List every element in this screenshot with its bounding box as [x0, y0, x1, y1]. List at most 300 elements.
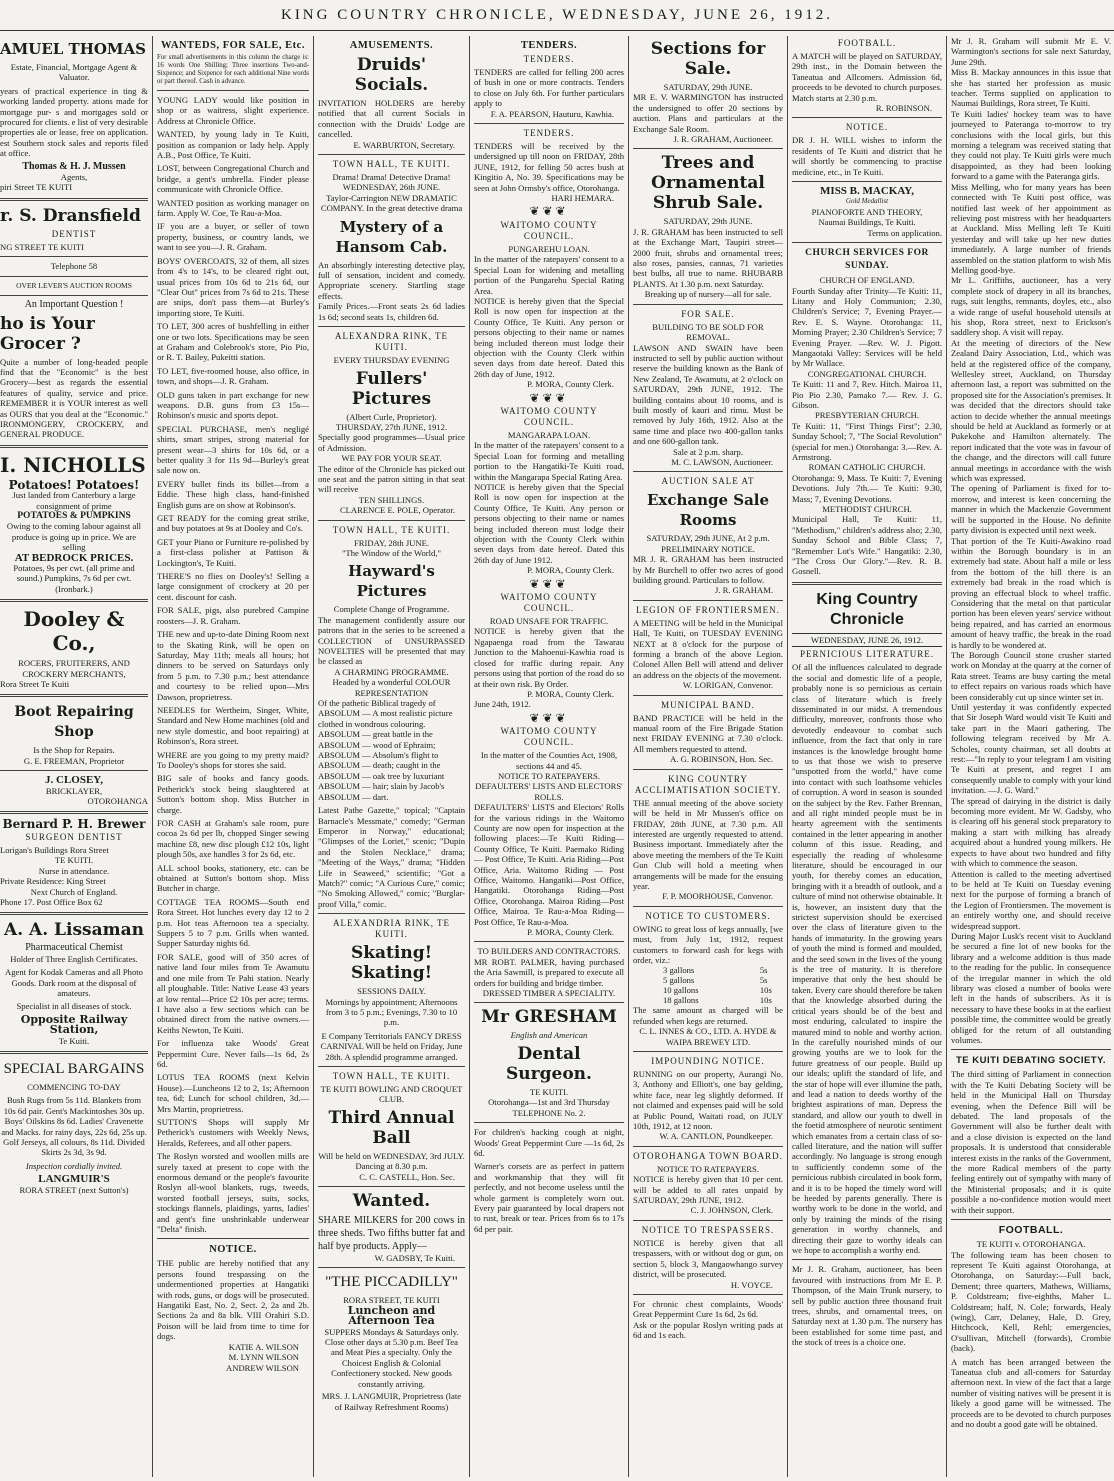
- ad-dr-addr: NG STREET TE KUITI: [0, 241, 84, 252]
- ad-nurse: Nurse in attendance.: [38, 865, 110, 876]
- fullers-title: Fullers' Pictures: [351, 368, 432, 409]
- skating-title: Skating! Skating!: [350, 943, 433, 984]
- foot-body2: A match has been arranged between the Taneatua club and all-comers for Saturday afternoon next. In view of the fact that a large number of visiting natives will be present it is likely a good game will be witnessed. The proceeds are to be devoted to church purposes and no doubt a good gate will be obtained.: [951, 1356, 1111, 1429]
- ad-thomas-body: years of practical experience in ting & working landed property. ations made for mortgage pur- s and mortgages sold or procured for clients. e list of very desirable properties ale or lease, free on application. est Southern stock sales and reports filed at office.: [0, 85, 148, 159]
- accl: KING COUNTRY ACCLIMATISATION SOCIETY.: [634, 773, 782, 795]
- news-p13: During Major Lusk's recent visit to Auckland he secured a fine lot of new books for the library and a welcome addition is thus made to the reading for the public. In consequence of the irregular manner in which the old library was closed a number of books were left in the hands of subscribers. As it is necessary to have these books in at the earliest possible time, the committee would be greatly obliged for the return of all outstanding volumes.: [951, 930, 1111, 1045]
- haywards-prog: A CHARMING PROGRAMME.: [334, 666, 449, 677]
- t1-sig: F. A. PEARSON, Hauturu, Kawhia.: [490, 108, 614, 119]
- debating-heading: TE KUITI DEBATING SOCIETY.: [955, 1055, 1107, 1067]
- keg-row: [633, 995, 783, 1005]
- masthead-title: KING COUNTRY CHRONICLE, WEDNESDAY, JUNE 26, 1912.: [280, 7, 833, 23]
- band: MUNICIPAL BAND.: [661, 699, 755, 710]
- lawson: LAWSON AND SWAIN have been instructed to sell by public auction without reserve the building known as the Bank of New Zealand, Te Awamutu, at 2 o'clock on SATURDAY, 29th JUNE, 1912. The building contains about 10 rooms, and is built mostly of kauri and rimu. Must be removed by July 16th, 1912. Also at the same time and place two 400-gallon tanks and one 600-gallon tank.: [633, 342, 783, 447]
- mora-sig: P. MORA, County Clerk.: [527, 565, 614, 576]
- ad-dransfield: r. S. Dransfield: [0, 205, 141, 226]
- rc-body: Otorohanga: 9, Mass. Te Kuiti: 7, Evening Devotions. July 7th.— Te Kuiti: 9.30, Mass; 7, Evening Devotions.: [792, 472, 942, 504]
- ad-langmuir-addr: RORA STREET (next Sutton's): [19, 1184, 129, 1195]
- classified-ad: OLD guns taken in part exchange for new weapons. D.B. guns from £3 15s—Robinson's music and sports depot.: [157, 389, 309, 421]
- territorials: E Company Territorials FANCY DRESS CARNIVAL Will be held on Friday, June 28th. A splendid programme arranged.: [320, 1030, 463, 1062]
- fullers-prize: TEN SHILLINGS.: [358, 494, 425, 505]
- foot-body: The following team has been chosen to represent Te Kuiti against Otorohanga, at Otorohanga, on Saturday:—Full back, Dement; three quarters, Mathews, Williams, P. Coldstream; five-eighths, Maher L. Coldstream; half, N. Cole; forwards, Healy (wing), Carr, Delaney, Hale, D. Grey, Hitchcock, Kell, Rehl; emergencies, O'sullivan, Mitchell (forwards), Crombie (back).: [951, 1249, 1111, 1354]
- news-p7: The opening of Parliament is fixed for to-morrow, and interest is keen concerning the manner in which the Mackenzie Government will be supported in the House. No definite party division is expected until next week.: [951, 483, 1111, 536]
- classified-ad: BOYS' OVERCOATS, 32 of them, all sizes from 4's to 14's, to be cleared right out, usual prices from 10s 6d to 21s 6d, our "Clear Out" prices from 7s 6d to 21s. These are snips, don't pass them—at Burley's importing store, Te Kuiti.: [157, 255, 309, 318]
- luncheon: Luncheon and Afternoon Tea: [347, 1303, 436, 1328]
- keg-cell: 3 gallons: [663, 965, 695, 976]
- wcc3: WAITOMO COUNTY COUNCIL.: [500, 592, 598, 614]
- football: FOOTBALL.: [837, 38, 897, 48]
- news-p11: The spread of dairying in the district is daily becoming more evident. Mr W. Gadsby, who is clearing off his general stock preparatory to making a start with milking has already acquired about a hundred young milkers. He expects to have about two hundred and fifty with which to commence the season.: [951, 795, 1111, 869]
- bowling: TE KUITI BOWLING AND CROQUET CLUB.: [320, 1084, 463, 1105]
- mora-sig: P. MORA, County Clerk.: [527, 927, 614, 938]
- ad-chemist: Pharmaceutical Chemist: [25, 942, 123, 954]
- ad-bricklayer: BRICKLAYER,: [45, 785, 103, 796]
- keg-row: [633, 985, 783, 995]
- pung-body: In the matter of the ratepayers' consent to a Special Loan for widening and metalling portion of the Pungarehu Special Rating Area.: [474, 254, 624, 296]
- tenders3: TENDERS.: [523, 128, 575, 139]
- druids-sig: E. WARBURTON, Secretary.: [353, 139, 455, 150]
- ad-nicholls: I. NICHOLLS: [0, 452, 146, 477]
- crest-icon: ❦❦❦: [529, 576, 569, 591]
- keg-row: [633, 965, 783, 975]
- mangarapa: MANGARAPA LOAN.: [507, 429, 591, 440]
- news-p12: Attention is called to the meeting advertised to be held at Te Kuiti on Tuesday evening next for the purpose of forming a branch of the Legion of Frontiersmen. The movement is an entirely worthy one, and should receive widespread support.: [951, 868, 1111, 931]
- wcc4: WAITOMO COUNTY COUNCIL.: [500, 726, 598, 748]
- ad-brewer-town: TE KUITI.: [54, 855, 94, 866]
- graham-sig: J. R. GRAHAM, Auctioneer.: [673, 134, 773, 145]
- column-heading: WANTEDS, FOR SALE, Etc.: [161, 40, 305, 51]
- keg-cell: 10s: [759, 985, 772, 996]
- church-heading: CHURCH SERVICES FOR SUNDAY.: [805, 248, 929, 272]
- notice: NOTICE.: [845, 122, 889, 133]
- trespass: NOTICE TO TRESPASSERS.: [641, 1224, 775, 1235]
- wanted-title: Wanted.: [352, 1191, 431, 1212]
- column-6: [792, 36, 942, 1481]
- gresham-tel: TELEPHONE No. 2.: [512, 1107, 586, 1118]
- th2-date: FRIDAY, 28th JUNE.: [354, 537, 429, 548]
- pungarehu: PUNGAREHU LOAN.: [508, 243, 590, 254]
- chest-ad: For chronic chest complaints, Woods' Great Peppermint Cure 1s 6d, 2s 6d.: [633, 1298, 783, 1320]
- classified-ad: LOST, between Congregational Church and bridge, a gent's umbrella. Finder please communicate with Chronicle Office.: [157, 163, 309, 195]
- ad-thomas-name: AMUEL THOMAS: [0, 40, 147, 58]
- wanted-sig: W. GADSBY, Te Kuiti.: [374, 1253, 455, 1264]
- road: ROAD UNSAFE FOR TRAFFIC.: [489, 616, 609, 627]
- classified-ad: BIG sale of books and fancy goods. Petherick's stock being slaughtered at Sutton's bottom shop. Miss Butcher in charge.: [157, 773, 309, 815]
- absolum-list: [318, 698, 465, 802]
- ad-dentist: DENTIST: [51, 228, 97, 239]
- ad-tekuiti: Te Kuiti.: [58, 1035, 90, 1046]
- mora-sig: P. MORA, County Clerk.: [527, 379, 614, 390]
- th3: TOWN HALL, TE KUITI.: [332, 1071, 451, 1081]
- classified-ad: WHERE are you going to my pretty maid? To Dooley's shops for stores she said.: [157, 749, 309, 770]
- column-2: [157, 36, 309, 1481]
- notice-sig: KATIE A. WILSON: [228, 1341, 299, 1352]
- haywards-sub: Complete Change of Programme.: [333, 604, 450, 615]
- crest-icon: ❦❦❦: [529, 204, 569, 219]
- deb-body: The third sitting of Parliament in connection with the Te Kuiti Debating Society will be held in the Municipal Hall on Thursday evening, when the Defence Bill will be debated. The land proposals of the Government will also be further dealt with and a close division is expected on the land proposals. It is understood that considerable interest exists in the ranks of the Government, the more Radical members of the party feeling entirely out of sympathy with many of the Ministerial proposals; and it is quite possible a no-confidence motion would meet with their support.: [951, 1069, 1111, 1215]
- legion-body: A MEETING will be held in the Municipal Hall, Te Kuiti, on TUESDAY EVENING NEXT at 8 o'clock for the purpose of forming a branch of the above Legion. Colonel Allen Bell will attend and deliver an address on the objects of the movement.: [633, 617, 783, 680]
- classified-ad: TO LET, five-roomed house, also office, in town, and shops—J. R. Graham.: [157, 365, 309, 387]
- latest-gazette: Latest Pathe Gazette," topical; "Captain Barnacle's Messmate," comedy; "German Emperor in Norway," educational; "Glimpses of the Loriet," scenic; "Dupin and the Stolen Necklace," drama; "Meeting of the Ways," drama; "Hidden Life in Seaweed," scientific; "Got a Match?" comic; "A Curious Cure," comic; "No Smoking Allowed," comic; "Burglar-proof Villa," comic.: [318, 805, 465, 909]
- news-p2: Miss B. Mackay announces in this issue that she has started her profession as music teacher. Terms supplied on application to Naumai Buildings, Rora street, Te Kuiti.: [951, 67, 1111, 109]
- meth: METHODIST CHURCH.: [822, 504, 912, 515]
- absolum-line: ABSOLUM — great battle in the: [318, 729, 433, 740]
- ad-mussen-agents: Agents,: [60, 172, 88, 183]
- ad-thomas-sub: Estate, Financial, Mortgage Agent & Valuator.: [10, 62, 138, 83]
- keg-cell: 10 gallons: [663, 985, 699, 996]
- town-hall: TOWN HALL, TE KUITI.: [332, 159, 451, 170]
- mang-notice: NOTICE is hereby given that the Special Roll is now open for inspection at the County Office, Te Kuiti. Any person or persons objecting to their name or names being included thereon must lodge their objection with the County Clerk within seven days from date hereof. Dated this 26th day of June 1912.: [474, 482, 624, 565]
- trees-title: Trees and Ornamental Shrub Sale.: [651, 153, 765, 214]
- builders: TO BUILDERS AND CONTRACTORS.: [477, 946, 621, 957]
- classified-ad: WANTED position as working manager on farm. Apply W. Coe, Te Rau-a-Moa.: [157, 197, 309, 219]
- classified-ad: The Roslyn worsted and woollen mills are surely taxed at present to cope with the enormous demand or the people's favourite Roslyn all-wool blankets, rugs, tweeds, worsted football jerseys, suits, socks, stockings flannels, plaidings, yarns, ladies' and gent's fine unshrinkable underwear "Delta" finish.: [157, 1151, 309, 1235]
- keg-cell: 5s: [759, 975, 768, 986]
- ad-pot-body2: Owing to the coming labour against all produce is going up in price. We are selling: [6, 521, 142, 553]
- terms: Terms on application.: [867, 227, 942, 238]
- classified-ad: TO LET, 300 acres of bushfelling in either one or two lots. Specifications may be seen at Graham and Colebrook's store, Pio Pio, or R. T. Bailey, Pukeitti station.: [157, 321, 309, 363]
- classified-ad: FOR SALE, pigs, also purebred Campine roosters—J. R. Graham.: [157, 605, 309, 626]
- news-p4: Miss Melling, who for many years has been connected with Te Kuiti post office, was notified last week of her appointment as relieving post mistress with her headquarters at Auckland. Miss Melling left Te Kuiti yesterday and will take up her new duties immediately. A large number of friends assembled on the station platform to wish Mis Melling good-bye.: [951, 181, 1111, 275]
- gresham-oto: Otorohanga—1st and 3rd Thursday: [488, 1097, 610, 1108]
- column-rule: [946, 36, 947, 1477]
- ad-pot-pump: POTATOES & PUMPKINS: [17, 510, 131, 521]
- ad-opposite: Opposite Railway Station,: [20, 1012, 128, 1037]
- column-7: [951, 36, 1111, 1481]
- prelim-body: MR J. R. GRAHAM has been instructed by Mr Burchell to offer two acres of good building ground. Particulars to follow.: [633, 554, 783, 585]
- ad-langmuir: LANGMUIR'S: [38, 1173, 110, 1186]
- haywards-head: Headed by a wonderful COLOUR REPRESENTATION: [332, 677, 451, 698]
- rink: ALEXANDRA RINK, TE KUITI.: [334, 331, 449, 353]
- ad-grocer: ho is Your Grocer ?: [0, 313, 95, 354]
- piccadilly-langmuir: MRS. J. LANGMUIR, Proprietress (late of Railway Refreshment Rooms): [321, 1391, 462, 1412]
- palmer: MR ROBT. PALMER, having purchased the Aria Sawmill, is prepared to execute all orders for building and bridge timber.: [474, 956, 624, 988]
- gresham-sub: English and American: [510, 1030, 588, 1041]
- football-heading: FOOTBALL.: [998, 1224, 1064, 1237]
- kegs-table: [633, 965, 783, 1005]
- keg-cell: 10s: [759, 995, 772, 1006]
- notice-sig: M. LYNN WILSON: [228, 1352, 299, 1363]
- exchange-title: Exchange Sale Rooms: [646, 491, 770, 530]
- t1: TENDERS are called for felling 200 acres of bush in one or more contracts. Tenders to close on July 6th. For further particulars apply to: [474, 67, 624, 109]
- column-rule: [313, 36, 314, 1477]
- ad-inspection: Inspection cordially invited.: [25, 1160, 123, 1171]
- notice-sig: ANDREW WILSON: [226, 1362, 299, 1373]
- classified-ad: THE new and up-to-date Dining Room next to the Skating Rink, will be open on Saturday, May 11th; meals all hours; hot dinners to be served on Saturdays only from 5 p.m. to 7.30 p.m.; best attendance and courtesy to be relied upon—Mrs Dawson, proprietress.: [157, 629, 309, 702]
- ad-auction-rooms: OVER LEVER'S AUCTION ROOMS: [16, 280, 132, 290]
- band-sig: A. G. ROBINSON, Hon. Sec.: [670, 754, 773, 765]
- forsale: FOR SALE.: [681, 308, 735, 319]
- meth-body: Municipal Hall, Te Kuiti: 11, "Methodism," children's address also; 2.30, Sunday School and Bible Class; 7, "Remember Lot's Wife." Hangatiki: 2.30, "The Cross Our Glory."—Rev. R. B. Gosnell.: [792, 514, 942, 577]
- mackay-addr: Naumai Buildings, Te Kuiti.: [818, 217, 916, 228]
- crest-icon: ❦❦❦: [529, 390, 569, 405]
- wcc: WAITOMO COUNTY COUNCIL.: [500, 219, 598, 241]
- kcc-date: WEDNESDAY, JUNE 26, 1912.: [792, 633, 942, 647]
- ball-title: Third Annual Ball: [328, 1107, 455, 1148]
- column-5: [633, 36, 783, 1481]
- classified-ad: SPECIAL PURCHASE, men's negligé shirts, smart stripes, strong material for present wear—3 shirts for 10s 6d, or a better quality 3 for 11s 9d—Burley's great sale now on.: [157, 423, 309, 476]
- absolum-line: ABSOLUM — oak tree by luxuriant: [318, 770, 445, 781]
- foot-sub: TE KUITI v. OTOROHANGA.: [976, 1239, 1086, 1250]
- mora-sig: P. MORA, County Clerk.: [527, 688, 614, 699]
- classified-ad: YOUNG LADY would like position in shop or as waitress, slight experience. Address at Chronicle Office.: [157, 95, 309, 126]
- mang-body: In the matter of the ratepayers' consent to a Special Loan for forming and metalling portion to the Hangatiki-Te Kuiti road, within the Mangarapa Special Rating Area.: [474, 440, 624, 482]
- auction: AUCTION SALE AT: [661, 476, 755, 487]
- fullers-date: THURSDAY, 27th JUNE, 1912.: [335, 421, 448, 432]
- leader: Of all the influences calculated to degrade the social and domestic life of a people, probably none is so pernicious as certain class of literature which is freely disseminated in our midst. A tremendous difficulty, moreover, confronts those who devotedly endeavour to combat such influence, from the fact that only in rare instances is the knowledge brought home to us that those we wish to preserve "unspotted from the world," have come into contact with such loathsome vehicles of corruption. A word in season is sounded on the subject by the Rev. Father Brennan, and all right minded people must be in hearty agreement with the sentiments contained in the letter appearing in another column of this issue. Reading, and especially the reading of wholesome literature, should be encouraged in our youth, for thereby comes an education, bringing with it a breadth of outlook, and a culture of mind not otherwise obtainable. It is, however, an insistent duty that the strictest supervision should be exercised over the class of literature given to the hands of immaturity. In the growing years of youth the mind is formed and moulded, and the seed sown in the lives of the young is the tree of maturity. It is therefore imperative that only the best should be taken. Every care should therefore be taken that the knowledge absorbed during the critical years should be of the best and most enduring, calculated to inspire the matured mind to noble and worthy action. In the carefully nourished minds of our growing youths are we to look for the future greatness of our people. Build up our ideals; uplift the standard of life, and the star of hope will ever illumine the path, and lead a nation to deeds worthy of the brightest aspirations of man. Depress the standard, and allow our youth to dwell in the foetid atmosphere of neurotic sentiment which emanates from a certain class of so-called literature, and the nation will suffer accordingly. No language is strong enough to sufficiently condemn some of the pernicious rubbish circulated in book form, and it is to be hoped the timely word will be heeded by parents generally. There is worthy work to be done in the world, and only by training the minds of the rising generation in worthy channels, and directing their gaze to worthy ideals can we hope to accomplish a worthy end.: [792, 662, 942, 1256]
- sessions: SESSIONS DAILY.: [357, 986, 426, 997]
- ad-pot-body3: Potatoes, 9s per cwt. (all prime and sound.) Pumpkins, 7s 6d per cwt. (Ironbark.): [13, 563, 135, 594]
- t2-sig: HARI HEMARA.: [551, 193, 614, 204]
- fullers-sub: (Albert Curle, Proprietor).: [346, 411, 437, 422]
- th2-title: "The Window of the World,": [342, 547, 441, 558]
- accl-sig: F. P. MOORHOUSE, Convenor.: [662, 891, 773, 902]
- impounding: IMPOUNDING NOTICE.: [651, 1056, 765, 1066]
- tenders-heading: TENDERS.: [520, 40, 578, 51]
- absolum-line: ABSOLUM — death; caught in the: [318, 760, 441, 771]
- pung-notice: NOTICE is hereby given that the Special Roll is now open for inspection at the County Office, Te Kuiti. Any person or persons objecting to their name or names being included thereon must lodge their objection with the County Clerk within seven days from date hereof. Dated this 26th day of June, 1912.: [474, 295, 624, 379]
- ad-mussen: Thomas & H. J. Mussen: [22, 160, 126, 172]
- cough-ad: For children's hacking cough at night, Woods' Great Peppermint Cure —1s 6d, 2s 6d.: [474, 1127, 624, 1158]
- hansom-body: An absorbingly interesting detective play, full of sensation, incident and comedy. Appropriate scenery. Startling stage effects.: [318, 259, 465, 301]
- absolum-line: ABSOLUM — wood of Ephraim;: [318, 739, 436, 750]
- fullers-pay: WE PAY FOR YOUR SEAT.: [341, 453, 442, 464]
- ratepayers: NOTICE TO RATEPAYERS.: [498, 770, 600, 781]
- column-rule: [787, 36, 788, 1477]
- ad-kodak: Agent for Kodak Cameras and all Photo Goods. Dark room at the disposal of amateurs.: [5, 967, 143, 998]
- column-rule: [628, 36, 629, 1477]
- counties: In the matter of the Counties Act, 1908, sections 44 and 45.: [480, 750, 618, 771]
- nursery: Breaking up of nursery—all for sale.: [644, 289, 772, 300]
- wanted-body: SHARE MILKERS for 200 cows in three sheds. Two fifths butter fat and half bye products. Apply—: [318, 1215, 465, 1253]
- absolum-line: ABSOLUM — Absolum's flight to: [318, 750, 439, 761]
- ad-surgeon: SURGEON DENTIST: [25, 831, 123, 842]
- haywards-body: The management confidently assure our patrons that in the series to be screened a COLLECTION of UNSURPASSED NOVELTIES will be presented that may be classed as: [318, 614, 465, 667]
- accl-body: THE annual meeting of the above society will be held in Mr Mussen's office on FRIDAY, 28th JUNE, at 7.30 p.m. All interested are urgently requested to attend. Business important. Immediately after the above meeting the members of the Te Kuiti Gun Club will hold a meeting when arrangements will be made for the ensuing year.: [633, 797, 783, 891]
- keg-cell: 18 gallons: [663, 995, 699, 1006]
- classified-ad: THERE'S no flies on Dooley's! Selling a large consignment of crockery at 20 per cent. discount for cash.: [157, 571, 309, 602]
- will-body: DR J. H. WILL wishes to inform the residents of Te Kuiti and district that he will shortly be commencing to practise medicine, etc., in Te Kuiti.: [792, 135, 942, 177]
- column-1: [0, 36, 148, 1481]
- roslyn-ad: Ask or the popular Roslyn writing pads at 6d and 1s each.: [633, 1319, 783, 1341]
- classified-ad: SUTTON'S Shops will supply Mr Petherick's customers with Weekly News, Heralds, Referees, and all other papers.: [157, 1116, 309, 1148]
- ad-phone: Phone 17. Post Office Box 62: [0, 896, 103, 907]
- ad-mussen-addr: piri Street TE KUITI: [0, 182, 73, 193]
- haywards-title: Hayward's Pictures: [348, 562, 435, 601]
- ad-pot-prices: AT BEDROCK PRICES.: [14, 551, 134, 564]
- rate-body: NOTICE is hereby given that 10 per cent. will be added to all rates unpaid by SATURDAY, 29th JUNE, 1912.: [633, 1174, 783, 1206]
- classified-ad: EVERY bullet finds its billet—from a Eddie. These high class, hand-finished English guns are on show at Robinson's.: [157, 478, 309, 510]
- ad-otorohanga: OTOROHANGA: [87, 796, 148, 807]
- ad-bargain-list: Bush Rugs from 5s 11d. Blankets from 10s 6d pair. Gent's Mackintoshes 30s up. Boys' Oilskins 8s 6d. Ladies' Cravenette and Macks. for rainy days, 22s 6d, 25s up. Golf Jerseys, all colours, 8s 11d. Divided Skirts 2s 3d, 3s 9d.: [1, 1095, 147, 1158]
- ad-commencing: COMMENCING TO-DAY: [27, 1081, 121, 1092]
- mackay: MISS B. MACKAY,: [820, 185, 914, 198]
- trees-date: SATURDAY, 29th JUNE.: [663, 216, 753, 227]
- keg-row: [633, 975, 783, 985]
- lawson-sale: Sale at 2 p.m. sharp.: [673, 446, 743, 457]
- ball-body: Will be held on WEDNESDAY, 3rd JULY.: [318, 1150, 465, 1161]
- ad-boot-sub: Is the Shop for Repairs.: [33, 745, 115, 756]
- def-body: DEFAULTERS' LISTS and Electors' Rolls for the various ridings in the Waitomo County are now open for inspection at the following places:—Te Kuiti Riding—County Office, Te Kuiti. Paemako Riding — Post Office, Te Kuiti. Aria Riding—Post Office, Aria. Waitomo Riding — Post Office, Waitomo. Hangatiki—Post Office, Hangatiki. Otorohanga Riding—Post Office, Otorohanga. Mairoa Riding—Post Office, Mairoa. Te Rau-a-Moa Riding—Post Office, Te Rau-a-Moa.: [474, 802, 624, 927]
- classified-ad: FOR SALE, good will of 350 acres of native land four miles from Te Awamutu and one mile from Te Pahi station. Nearly all ploughable. Title: Native Lease 43 years at low rental—Price £2 10s per acre; terms. I have also a few sections which can be obtained direct from the native owners.—Keiths Newton, Te Kuiti.: [157, 951, 309, 1035]
- crest-icon: ❦❦❦: [529, 710, 569, 725]
- classified-ad: ALL school books, stationery, etc. can be obtained at Sutton's bottom shop. Miss Butcher in charge.: [157, 862, 309, 894]
- fullers-body: Specially good programmes—Usual price of Admission.: [318, 432, 465, 453]
- news-p3: Te Kuiti ladies' hockey team was to have journeyed to Pateranga to-morrow to try conclusions with the local girls, but this morning a telegram was received stating that they could not play. Te Kuiti girls were much disappointed, as they had been looking forward to a game with the Pateranga girls.: [951, 108, 1111, 182]
- column-rule: [469, 36, 470, 1477]
- imp-body: RUNNING on our property, Aurangi No. 3, Anthony and Elliott's, one bay gelding, white face, near leg slightly deformed. If not claimed and expenses paid will be sold at Public Pound, Waitati road, on JULY 10th, 1912, at 12 noon.: [633, 1069, 783, 1132]
- piccadilly-title: "THE PICCADILLY": [325, 1274, 458, 1291]
- pianoforte: PIANOFORTE AND THEORY,: [811, 206, 923, 217]
- foot-sig: R. ROBINSON.: [875, 103, 932, 114]
- road-date: June 24th, 1912.: [474, 699, 531, 710]
- absolum-line: ABSOLUM — A most realistic picture clothed in wondrous colouring.: [318, 708, 453, 729]
- sessions-body: Mornings by appointment; Afternoons from 3 to 5 p.m.; Evenings, 7.30 to 10 p.m.: [325, 996, 458, 1028]
- ad-telephone: Telephone 58: [50, 261, 98, 272]
- pernicious: PERNICIOUS LITERATURE.: [800, 649, 934, 660]
- th2: TOWN HALL, TE KUITI.: [332, 524, 451, 535]
- news-p5: Mr L. Griffiths, auctioneer, has a very complete stock of drapery in all its branches, rugs, suit lengths, remnants, doyles, etc., also a wide range of useful household utensils at his shop, Rora street, next to Erickson's saddlery shop. A visit will repay.: [951, 275, 1111, 338]
- classified-ad: GET READY for the coming great strike, and buy potatoes at 9s at Dooley and Co's.: [157, 513, 309, 534]
- dental: Dental Surgeon.: [506, 1043, 592, 1084]
- hansom-prices: Family Prices.—Front seats 2s 6d ladies 1s 6d; second seats 1s, children 6d.: [318, 301, 465, 322]
- corsets-ad: Warner's corsets are as perfect in pattern and workmanship that they will fit perfectly, and not become useless until the whole garment is completely worn out. Every pair guaranteed by local drapers not to rust, break or tear. Prices from 6s to 17s 6d per pair.: [474, 1161, 624, 1234]
- news-p9: The Borough Council stone crusher started work on Monday at the quarry at the corner of Rata street. Teams are busy carting the metal to effect repairs on various roads which have been considerably cut up since winter set in.: [951, 649, 1111, 702]
- rc: ROMAN CATHOLIC CHURCH.: [808, 462, 926, 473]
- druids-body: INVITATION HOLDERS are hereby notified that all current Socials in connection with the Druids' Lodge are cancelled.: [318, 98, 465, 140]
- ad-certs: Holder of Three English Certificates.: [10, 953, 138, 964]
- foot-body: A MATCH will be played on SATURDAY, 29th inst., in the Domain between the Taneatua and Allcomers. Admission 6d, proceeds to be devoted to church purposes. Match starts at 2.30 p.m.: [792, 51, 942, 103]
- ad-grocer-body: Quite a number of long-headed people find that the "Economic" is the best Grocery—best as regards the essential features of quality, service and price. REMEMBER it is YOUR interest as well as OURS that you deal at the "Economic." IRONMONGERY, CROCKERY, and GENERAL PRODUCE.: [0, 356, 148, 440]
- pres: PRESBYTERIAN CHURCH.: [814, 410, 920, 421]
- rink-eve: EVERY THURSDAY EVENING: [333, 355, 450, 366]
- ad-question: An Important Question !: [24, 299, 124, 311]
- exch-date: SATURDAY, 29th JUNE, At 2 p.m.: [646, 533, 770, 544]
- news-p6: At the meeting of directors of the New Zealand Dairy Association, Ltd., which was held at the registered office of the company, Wellesley street, Auckland, on Thursday afternoon last, a report was submitted on the proposed site for the Association's premises. It was decided that the directors should take action to decide whether the annual meetings should be held at Auckland as formerly or at Pukekohe and Hamilton alternately. The report indicated that the vote was in favour of the change, and the directors will call future annual meetings in accordance with the wish which was expressed.: [951, 337, 1111, 484]
- keg-cell: 5s: [759, 965, 768, 976]
- prelim-sig: J. R. GRAHAM.: [714, 585, 773, 596]
- classified-ad: For influenza take Woods' Great Peppermint Cure. Never fails—1s 6d, 2s 6d.: [157, 1038, 309, 1069]
- absolum-line: ABSOLUM — dart.: [318, 791, 389, 802]
- classified-ad: LOTUS TEA ROOMS (next Kelvin House).—Luncheons 12 to 2, 1s; Afternoon tea, 6d; Lunch for school children, 3d.—Mrs Martin, proprietress.: [157, 1072, 309, 1114]
- legion: LEGION OF FRONTIERSMEN.: [636, 604, 780, 615]
- ad-lissaman: A. A. Lissaman: [4, 920, 144, 941]
- ad-brewer: Bernard P. H. Brewer: [2, 817, 146, 832]
- tres-sig: H. VOYCE.: [730, 1279, 773, 1290]
- ball-time: Dancing at 8.30 p.m.: [355, 1161, 428, 1172]
- fullers-body2: The editor of the Chronicle has picked out one seat and the patron sitting in that seat will receive: [318, 463, 465, 495]
- absolum-line: ABSOLUM — hair; slain by Jacob's: [318, 781, 445, 792]
- imp-sig: W. A. CANTLON, Poundkeeper.: [659, 1131, 773, 1142]
- road-body: NOTICE is hereby given that the Ngapaenga road from the Tawarau Junction to the Mahoenui-Kawhia road is closed for traffic during repair. Any persons using that portion of the road do so at their own risk. By Order.: [474, 626, 624, 689]
- fullers-sig: CLARENCE E. POLE, Operator.: [339, 505, 455, 516]
- trees-body: J. R. GRAHAM has been instructed to sell at the Exchange Mart, Taupiri street— 2000 fruit, shrubs and ornamental trees; also roses, pansies, cannas, 71 varieties best bulbs, all true to name. RHUBARB PLANTS. At 1.30 p.m. next Saturday.: [633, 226, 783, 289]
- classified-ad: GET your Piano or Furniture re-polished by a first-class polisher at Pattison & Lockington's, Te Kuiti.: [157, 536, 309, 568]
- druids-title: Druids' Socials.: [354, 55, 429, 95]
- brewery: C. L. INNES & CO., LTD. A. HYDE & WAIPA BREWEY LTD.: [639, 1026, 777, 1047]
- keg-cell: 5 gallons: [663, 975, 695, 986]
- ad-freeman: G. E. FREEMAN, Proprietor: [23, 755, 125, 766]
- sections-title: Sections for Sale.: [650, 39, 766, 79]
- ad-closey: J. CLOSEY,: [45, 774, 103, 787]
- masthead: [0, 0, 1114, 31]
- classified-ads: [157, 95, 309, 1234]
- ad-dooley-sub: ROCERS, FRUITERERS, AND CROCKERY MERCHANTS,: [18, 658, 130, 679]
- ad-dooley-addr: Rora Street Te Kuiti: [0, 679, 70, 690]
- legion-sig: W. LORIGAN, Convenor.: [682, 680, 773, 691]
- rate-sig: C. J. JOHNSON, Clerk.: [690, 1205, 773, 1216]
- ad-residence: Private Residence: King Street: [0, 876, 106, 887]
- notice-heading: NOTICE.: [209, 1244, 257, 1256]
- ad-dooley: Dooley & Co.,: [23, 607, 125, 656]
- sections-date: SATURDAY, 29th JUNE.: [663, 82, 753, 92]
- cong-body: Te Kuiti: 11 and 7, Rev. Hitch. Mairoa 11, Pio Pio 2.30, Pamako 7.— Rev. J. G. Gibson.: [792, 379, 942, 410]
- classified-ad: NEEDLES for Wertheim, Singer, White, Standard and New Home machines (old and new style domestic, and boot repairing) at Robinson's, Rora street.: [157, 704, 309, 747]
- column-4: [474, 36, 624, 1481]
- news-p1: Mr J. R. Graham will submit Mr E. V. Warmington's sections for sale next Saturday, June 29th.: [951, 36, 1111, 67]
- drama-date: WEDNESDAY, 26th JUNE.: [342, 182, 441, 193]
- ad-brewer-addr: Lorigan's Buildings Rora Street: [0, 844, 109, 855]
- ad-church: Next Church of England.: [30, 886, 118, 897]
- building: BUILDING TO BE SOLD FOR REMOVAL.: [652, 321, 764, 343]
- news-p10: Until yesterday it was confidently expected that Sir Joseph Ward would visit Te Kuiti and take part in the Maori gathering. The following telegram received by Mr A. Scholes, county chairman, set all doubts at rest:—"In reply to your telegram I am visiting Te Kuiti at present, and regret I am consequently unable to comply with your kind invitation. —J. G. Ward.": [951, 702, 1111, 796]
- ad-specialist: Specialist in all diseases of stock.: [16, 1001, 132, 1012]
- suppers: SUPPERS Mondays & Saturdays only. Close other days at 5.30 p.m. Beef Tea and Meat Pies a specialty. Only the Choicest English & Colonial Confectionery stocked. New goods constantly arriving.: [324, 1326, 459, 1389]
- t2: TENDERS will be received by the undersigned up till noon on FRIDAY, 28th JUNE, 1912, for felling 50 acres bush at Kingitio A, No. 39. Specifications may be seen at John Ormsby's office, Otorohanga.: [474, 141, 624, 193]
- graham-note: Mr J. R. Graham, auctioneer, has been favoured with instructions from Mr E. P. Thompson, of the Main Trunk nursery, to sell by public auction three thousand fruit trees, shrubs, and ornamental trees, on Saturday next at 1.30 p.m. The nursery has been established for some time past, and the stock of trees is a choice one.: [792, 1264, 942, 1348]
- wcc2: WAITOMO COUNTY COUNCIL.: [500, 405, 598, 427]
- notice-body: THE public are hereby notified that any persons found trespassing on the undermentioned properties at Hangatiki with rods, guns, or dogs will be prosecuted. Hangatiki East, No. 2, Sect. 2, 2a and 2b. Sections 2a and 8a blk. VIII Orahiri S.D. Poison will be laid from time to time for dogs.: [157, 1258, 309, 1342]
- pres-body: Te Kuiti: 11, "First Things First"; 2.30, Sunday School; 7, "The Social Revolution" (special for men.) Otorohanga: 3.—Rev. A. Armstrong.: [792, 420, 942, 462]
- drama: Drama! Drama! Detective Drama!: [332, 172, 451, 183]
- dressed: DRESSED TIMBER A SPECIALITY.: [482, 988, 616, 999]
- gresham-town: TE KUITI.: [529, 1086, 569, 1097]
- medallist: Gold Medallist: [845, 197, 889, 206]
- classified-ad: WANTED, by young lady in Te Kuiti, position as companion or lady help. Apply A.B., Post Office, Te Kuiti.: [157, 129, 309, 161]
- news-p8: That portion of the Te Kuiti-Awakino road within the Borough boundary is in an extremely bad state. About half a mile or less from the bottom of the hill there is an extremely bad break in the road which is proving an effectual block to wheel traffic. Considering that the metal on that particular portion has been eleven years' service without being repaired, and has carried an enormous amount of heavy traffic, the break in the road is hardly to be wondered at.: [951, 535, 1111, 650]
- column-heading: AMUSEMENTS.: [349, 40, 434, 51]
- tenders2: TENDERS.: [523, 54, 575, 64]
- gresham: Mr GRESHAM: [481, 1007, 617, 1028]
- classified-ad: IF you are a buyer, or seller of town property, business, or country lands, we want to see you—J. R. Graham.: [157, 221, 309, 253]
- cong: CONGREGATIONAL CHURCH.: [807, 368, 927, 379]
- column-rule: [152, 36, 153, 1477]
- cust-body2: The same amount as charged will be refunded when kegs are returned.: [633, 1005, 783, 1026]
- drama-co: Taylor-Carrington NEW DRAMATIC COMPANY. In the great detective drama: [320, 192, 463, 214]
- rink2: ALEXANDRIA RINK, TE KUITI.: [332, 918, 451, 940]
- warmington: MR E. V. WARMINGTON has instructed the undersigned to offer 20 sections by auction. Plans and particulars at the Exchange Sale Room.: [633, 92, 783, 134]
- ad-potatoes: Potatoes! Potatoes!: [8, 477, 140, 492]
- ad-boot: Boot Repairing Shop: [14, 704, 134, 741]
- ball-sig: C. C. CASTELL, Hon. Sec.: [359, 1171, 455, 1182]
- cust-body: OWING to great loss of kegs annually, [we must, from July 1st, 1912, request customers to forward cash for kegs with order, viz.:: [633, 923, 783, 965]
- ad-bargains: SPECIAL BARGAINS: [3, 1060, 145, 1077]
- hansom-title: Mystery of a Hansom Cab.: [335, 217, 448, 256]
- coe: CHURCH OF ENGLAND.: [819, 275, 915, 286]
- kcc-title: King Country Chronicle: [816, 590, 918, 628]
- prelim: PRELIMINARY NOTICE.: [661, 543, 755, 554]
- defaulters: DEFAULTERS' LISTS AND ELECTORS' ROLLS.: [475, 781, 623, 802]
- rates-notice: For small advertisements in this column the charge is: 16 words One Shilling; Three insertions Two-and-Sixpence; and Sixpence for each additional Nine words or part thereof. Cash in advance.: [157, 54, 309, 85]
- absolum-line: Of the pathetic Biblical tragedy of: [318, 698, 436, 709]
- lawson-sig: M. C. LAWSON, Auctioneer.: [671, 456, 773, 467]
- coe-body: Fourth Sunday after Trinity—Te Kuiti: 11, Litany and Holy Communion; 2.30, Children's Service; 7, Evening Prayer.—Rev. E. S. Wayne. Otorohanga: 11, Morning Prayer; 2.30 Children's Service; 7 Evening Prayer. —Rev. W. J. Pigott. Mangaotaki Valley: Services will be held by Mr Wallace.: [792, 285, 942, 369]
- rate-notice: NOTICE TO RATEPAYERS.: [657, 1163, 759, 1174]
- ad-pot-body: Just landed from Canterbury a large consignment of prime: [12, 490, 136, 511]
- piccadilly-addr: RORA STREET, TE KUITI: [343, 1295, 440, 1306]
- classified-ad: COTTAGE TEA ROOMS—South end Rora Street. Hot lunches every day 12 to 2 p.m. Hot teas Afternoon tea a specialty. Suppers 5 to 7 p.m. Grills when wanted. Supper Saturday nights 6d.: [157, 896, 309, 949]
- band-body: BAND PRACTICE will be held in the manual room of the Fire Brigade Station next FRIDAY EVENING at 7.30 o'clock. All members requested to attend.: [633, 712, 783, 754]
